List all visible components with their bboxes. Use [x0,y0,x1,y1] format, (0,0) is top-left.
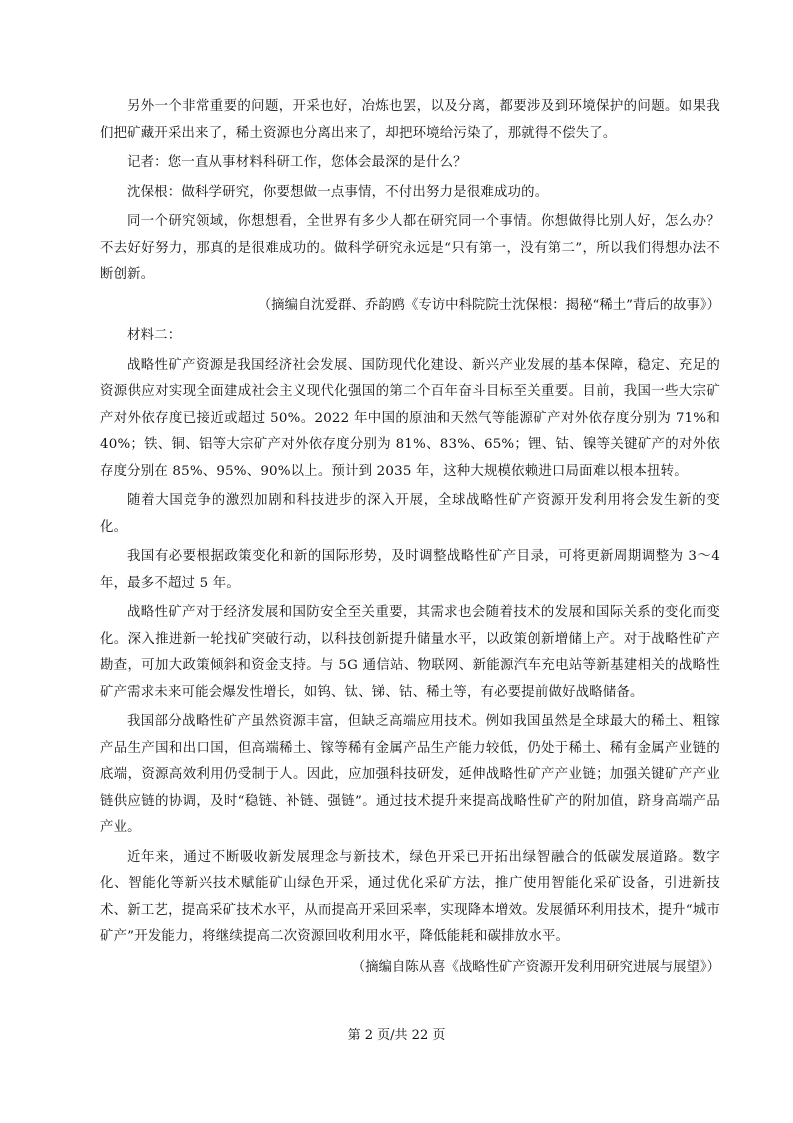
source-citation-1: （摘编自沈爱群、乔韵鸥《专访中科院院士沈保根：揭秘“稀土”背后的故事》） [257,297,720,313]
paragraph-catalog-update: 我国有必要根据政策变化和新的国际形势，及时调整战略性矿产目录，可将更新周期调整为 3～4 年，最多不超过 5 年。 [100,549,720,591]
page-content [100,94,720,985]
paragraph-shen-answer: 沈保根：做科学研究，你要想做一点事情，不付出努力是很难成功的。 [127,184,549,200]
paragraph-exploration: 战略性矿产对于经济发展和国防安全至关重要，其需求也会随着技术的发展和国际关系的变化而变化。深入推进新一轮找矿突破行动，以科技创新提升储量水平，以政策创新增储上产。对于战略性矿产勘查，可加大政策倾斜和资金支持。与 5G 通信站、物联网、新能源汽车充电站等新基建相关的战略性矿产需求未来可能会爆发性增长，如钨、钛、锑、钴、稀土等，有必要提前做好战略储备。 [100,605,720,700]
paragraph-global-change: 随着大国竞争的激烈加剧和科技进步的深入开展，全球战略性矿产资源开发利用将会发生新的变化。 [100,493,720,535]
paragraph-reporter-question: 记者：您一直从事材料科研工作，您体会最深的是什么？ [127,155,467,170]
paragraph-environment: 另外一个非常重要的问题，开采也好，冶炼也罢，以及分离，都要涉及到环境保护的问题。如果我们把矿藏开采出来了，稀土资源也分离出来了，却把环境给污染了，那就得不偿失了。 [100,99,720,141]
paragraph-high-end-tech: 我国部分战略性矿产虽然资源丰富，但缺乏高端应用技术。例如我国虽然是全球最大的稀土、粗镓产品生产国和出口国，但高端稀土、镓等稀有金属产品生产能力较低，仍处于稀土、稀有金属产业链的底端，资源高效利用仍受制于人。因此，应加强科技研发，延伸战略性矿产产业链；加强关键矿产产业链供应链的协调，及时“稳链、补链、强链”。通过技术提升来提高战略性矿产的附加值，跻身高端产品产业。 [100,714,720,835]
paragraph-green-mining: 近年来，通过不断吸收新发展理念与新技术，绿色开采已开拓出绿智融合的低碳发展道路。数字化、智能化等新兴技术赋能矿山绿色开采，通过优化采矿方法，推广使用智能化采矿设备，引进新技术、新工艺，提高采矿技术水平，从而提高开采回采率，实现降本增效。发展循环利用技术，提升“城市矿产”开发能力，将继续提高二次资源回收利用水平，降低能耗和碳排放水平。 [100,849,720,944]
source-citation-2: （摘编自陈从喜《战略性矿产资源开发利用研究进展与展望》） [351,959,720,975]
paragraph-innovation: 同一个研究领域，你想想看，全世界有多少人都在研究同一个事情。你想做得比别人好，怎么办？不去好好努力，那真的是很难成功的。做科学研究永远是“只有第一，没有第二”，所以我们得想办法不断创新。 [100,214,720,282]
page-number-footer: 第 2 页/共 22 页 [347,1028,446,1043]
paragraph-strategic-minerals: 战略性矿产资源是我国经济社会发展、国防现代化建设、新兴产业发展的基本保障，稳定、充足的资源供应对实现全面建成社会主义现代化强国的第二个百年奋斗目标至关重要。目前，我国一些大宗矿产对外依存度已接近或超过 50%。2022 年中国的原油和天然气等能源矿产对外依存度分别为 71%和 40%；铁、铜、铝等大宗矿产对外依存度分别为 81%、83%、65%；锂、钴、镍等关键矿产的对外依存度分别在 85%、95%、90%以上。预计到 2035 年，这种大规模依赖进口局面难以根本扭转。 [100,357,720,479]
material-two-label: 材料二： [127,328,182,343]
